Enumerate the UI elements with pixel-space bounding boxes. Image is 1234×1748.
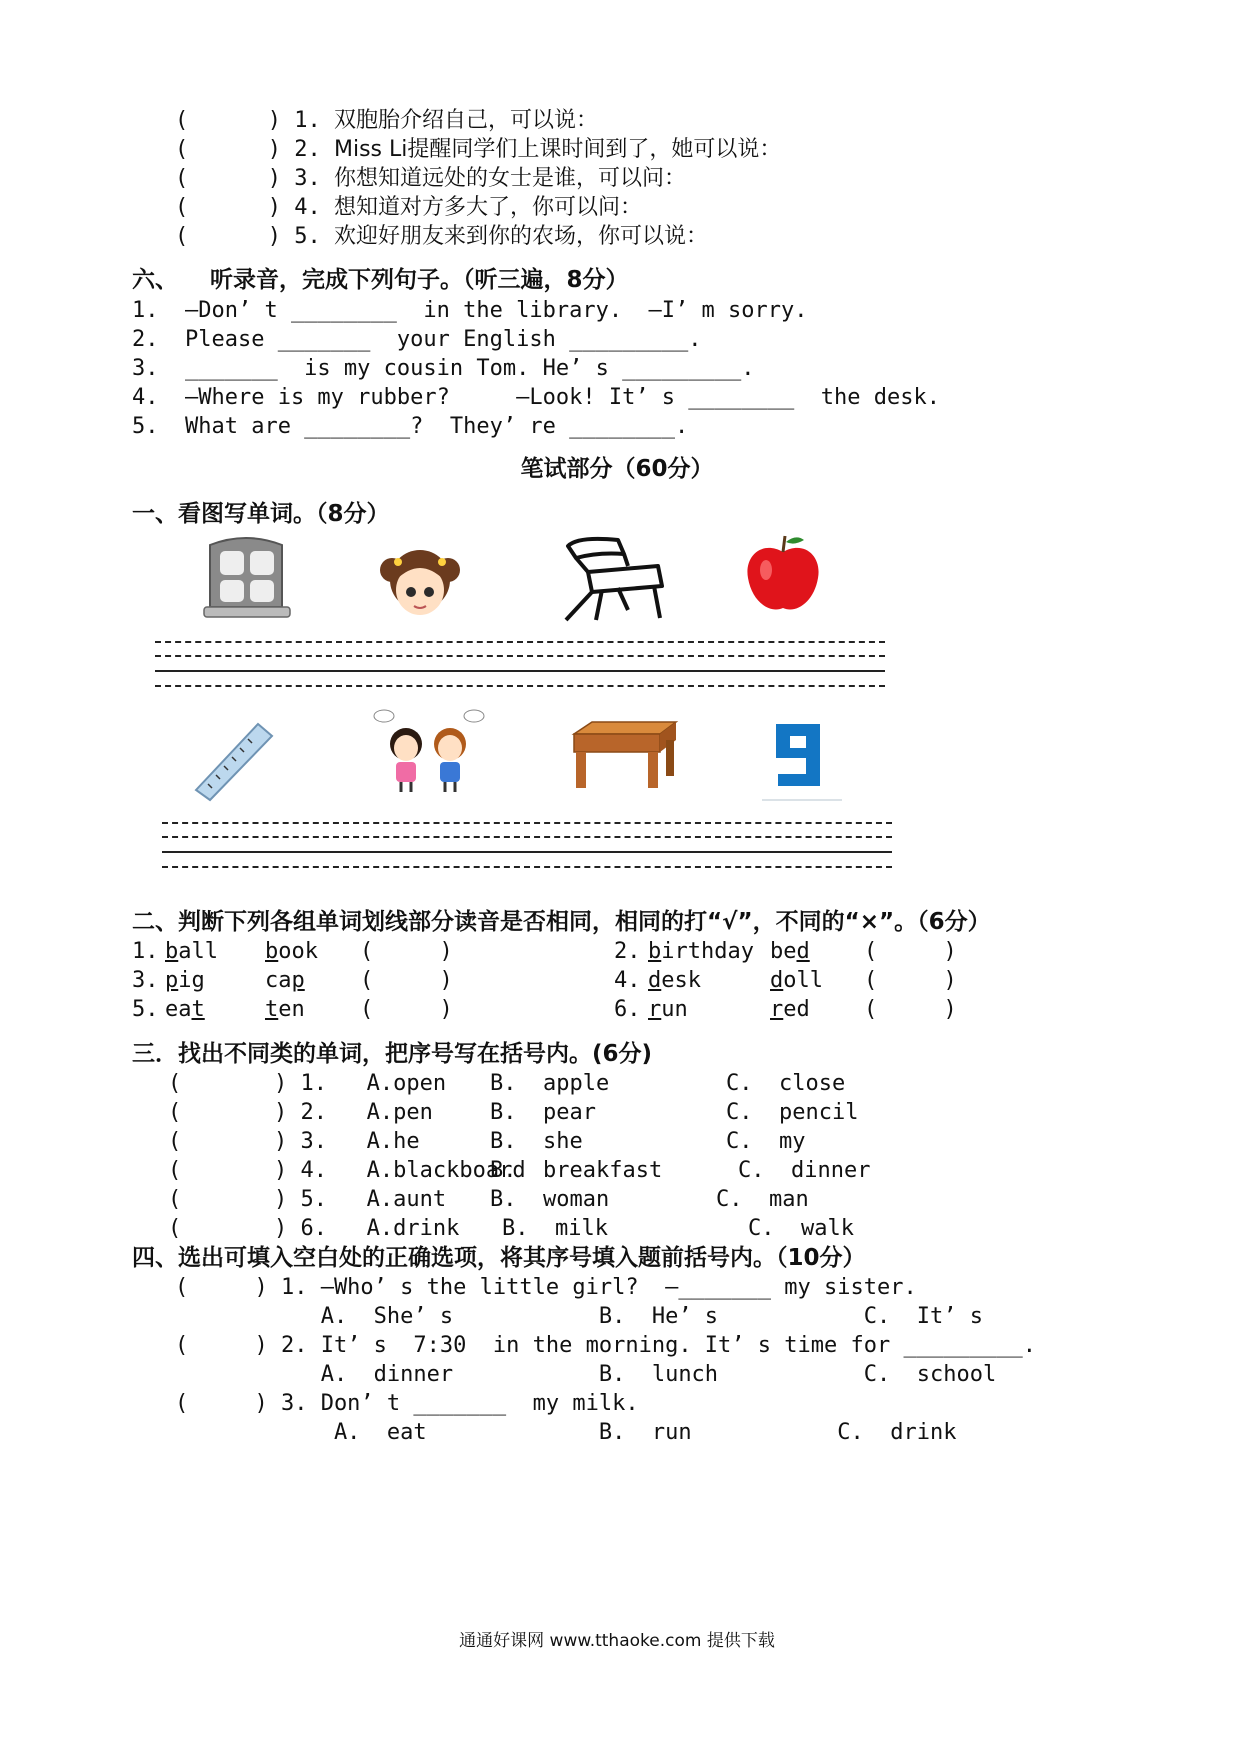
- word-a: eat: [165, 997, 205, 1022]
- option-c: C. man: [716, 1187, 809, 1212]
- pronunciation-item: 5.: [132, 997, 159, 1022]
- odd-one-out-item: ( ) 6. A.drink: [168, 1216, 460, 1241]
- answer-bracket: ( ): [864, 968, 957, 993]
- listen-question: ( ) 3. 你想知道远处的女士是谁，可以问：: [175, 166, 686, 191]
- answer-bracket: ( ): [864, 939, 957, 964]
- option-b: B. pear: [490, 1100, 596, 1125]
- odd-one-out-item: ( ) 5. A.aunt: [168, 1187, 447, 1212]
- number-nine-picture: [762, 714, 844, 804]
- option-b: B. apple: [490, 1071, 610, 1096]
- answer-bracket: ( ): [864, 997, 957, 1022]
- odd-one-out-item: ( ) 2. A.pen: [168, 1100, 433, 1125]
- option-b: B. she: [490, 1129, 583, 1154]
- word-b: cap: [265, 968, 305, 993]
- choice-question: ( ) 2. It’ s 7:30 in the morning. It’ s time for _________.: [175, 1333, 1036, 1358]
- answer-bracket: ( ): [360, 939, 453, 964]
- choice-options: A. eat B. run C. drink: [175, 1420, 957, 1445]
- desk-picture: [568, 718, 680, 792]
- section6-line: 2. Please _______ your English _________.: [132, 327, 702, 352]
- ruler-picture: [192, 720, 276, 802]
- word-a: run: [648, 997, 688, 1022]
- option-c: C. close: [726, 1071, 846, 1096]
- odd-one-out-item: ( ) 3. A.he: [168, 1129, 420, 1154]
- odd-one-out-item: ( ) 4. A.blackboard: [168, 1158, 526, 1183]
- writing-line: [155, 641, 885, 643]
- word-b: doll: [770, 968, 823, 993]
- apple-picture: [742, 532, 824, 616]
- choice-question: ( ) 1. —Who’ s the little girl? —_______ my sister.: [175, 1275, 917, 1300]
- section2-title: 二、判断下列各组单词划线部分读音是否相同，相同的打“√”，不同的“×”。（6分）: [132, 909, 991, 935]
- word-b: book: [265, 939, 318, 964]
- section6-line: 1. —Don’ t ________ in the library. —I’ m sorry.: [132, 298, 808, 323]
- writing-line: [155, 655, 885, 657]
- pronunciation-item: 2.: [614, 939, 641, 964]
- section6-title: 六、 听录音，完成下列句子。（听三遍，8分）: [132, 267, 629, 293]
- option-b: B. woman: [490, 1187, 610, 1212]
- writing-line: [162, 822, 892, 824]
- word-b: bed: [770, 939, 810, 964]
- pronunciation-item: 4.: [614, 968, 641, 993]
- word-a: desk: [648, 968, 701, 993]
- option-b: B. breakfast: [490, 1158, 663, 1183]
- two-girls-picture: [372, 708, 488, 794]
- answer-bracket: ( ): [360, 997, 453, 1022]
- word-b: red: [770, 997, 810, 1022]
- section6-line: 3. _______ is my cousin Tom. He’ s _________.: [132, 356, 755, 381]
- answer-bracket: ( ): [360, 968, 453, 993]
- option-c: C. my: [726, 1129, 806, 1154]
- section3-title: 三．找出不同类的单词，把序号写在括号内。(6分): [132, 1041, 653, 1067]
- word-a: pig: [165, 968, 205, 993]
- listen-question: ( ) 5. 欢迎好朋友来到你的农场，你可以说：: [175, 224, 708, 249]
- word-b: ten: [265, 997, 305, 1022]
- writing-line: [162, 866, 892, 868]
- choice-options: A. She’ s B. He’ s C. It’ s: [175, 1304, 983, 1329]
- writing-line: [155, 670, 885, 672]
- pronunciation-item: 6.: [614, 997, 641, 1022]
- window-picture: [200, 535, 292, 621]
- section6-line: 4. —Where is my rubber? —Look! It’ s ________ the desk.: [132, 385, 940, 410]
- pronunciation-item: 3.: [132, 968, 159, 993]
- listen-question: ( ) 4. 想知道对方多大了，你可以问：: [175, 195, 642, 220]
- listen-question: ( ) 2. Miss Li提醒同学们上课时间到了，她可以说：: [175, 137, 782, 162]
- choice-question: ( ) 3. Don’ t _______ my milk.: [175, 1391, 639, 1416]
- word-a: birthday: [648, 939, 754, 964]
- odd-one-out-item: ( ) 1. A.open: [168, 1071, 447, 1096]
- written-part-title: 笔试部分（60分）: [520, 456, 714, 482]
- listen-question: ( ) 1. 双胞胎介绍自己，可以说：: [175, 108, 598, 133]
- section6-line: 5. What are ________? They’ re ________.: [132, 414, 689, 439]
- girl-face-picture: [378, 540, 462, 620]
- writing-line: [155, 685, 885, 687]
- section1-title: 一、看图写单词。（8分）: [132, 501, 390, 527]
- writing-line: [162, 851, 892, 853]
- option-c: C. dinner: [738, 1158, 871, 1183]
- option-c: C. walk: [748, 1216, 854, 1241]
- option-b: B. milk: [502, 1216, 608, 1241]
- option-c: C. pencil: [726, 1100, 859, 1125]
- choice-options: A. dinner B. lunch C. school: [175, 1362, 997, 1387]
- footer-source: 通通好课网 www.tthaoke.com 提供下载: [459, 1631, 775, 1651]
- chair-picture: [558, 532, 668, 626]
- pronunciation-item: 1.: [132, 939, 159, 964]
- section4-title: 四、选出可填入空白处的正确选项，将其序号填入题前括号内。（10分）: [132, 1245, 866, 1271]
- writing-line: [162, 836, 892, 838]
- word-a: ball: [165, 939, 218, 964]
